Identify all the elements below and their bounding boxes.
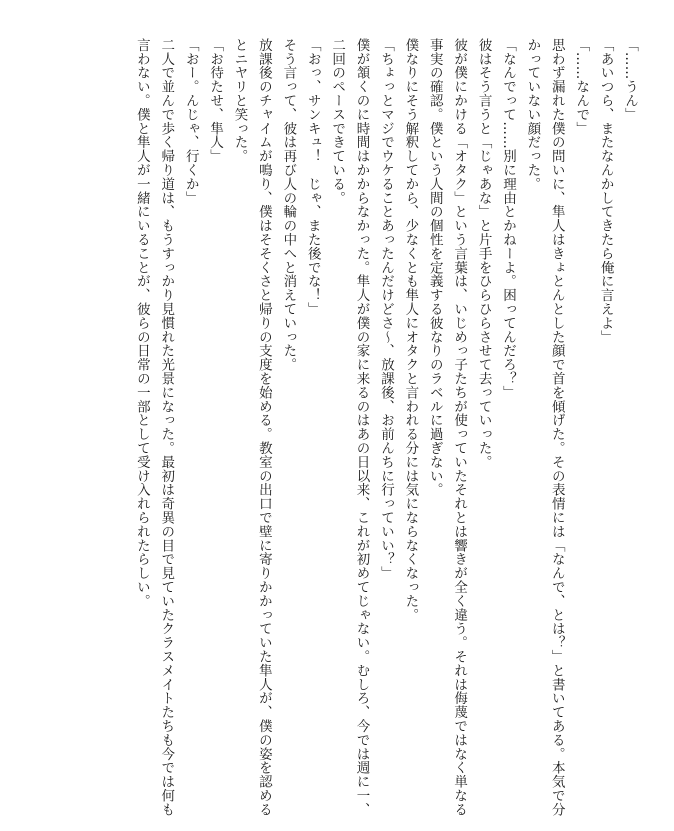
paragraph: そう言って、彼は再び人の輪の中へと消えていった。 — [280, 38, 297, 372]
paragraph: 僕が頷くのに時間はかからなかった。隼人が僕の家に来るのはあの日以来、これが初めてじゃない。むしろ、今では週に一、二回のペースできている。 — [329, 38, 370, 817]
paragraph: 「あいつら、またなんかしてきたら俺に言えよ」 — [597, 38, 614, 344]
paragraph: 「……うん」 — [622, 38, 638, 122]
vertical-text-body — [129, 38, 642, 828]
paragraph: 「ちょっとマジでウケることあったんだけどさ～、放課後、お前んちに行っていい？」 — [377, 38, 394, 581]
paragraph: 思わず漏れた僕の問いに、隼人はきょとんとした顔で首を傾げた。その表情には「なんで、とは？」と書いてある。本気で分かっていない顔だった。 — [524, 38, 565, 817]
paragraph: 「……なんで」 — [573, 38, 590, 136]
paragraph: 僕なりにそう解釈してから、少なくとも隼人にオタクと言われる分には気にならなくなった。 — [402, 38, 419, 622]
paragraph: 「お待たせ、隼人」 — [207, 38, 224, 164]
paragraph: 二人で並んで歩く帰り道は、もうすっかり見慣れた光景になった。最初は奇異の目で見ていたクラスメイトたちも今では何も言わない。僕と隼人が一緒にいることが、彼らの日常の一部として受け入れられたらしい。 — [133, 38, 175, 817]
paragraph: 彼はそう言うと「じゃあな」と片手をひらひらさせて去っていった。 — [475, 38, 492, 469]
paragraph: 「おっ、サンキュ！ じゃ、また後でな！」 — [304, 38, 321, 316]
paragraph: 放課後のチャイムが鳴り、僕はそそくさと帰りの支度を始める。教室の出口で壁に寄りかかっていた隼人が、僕の姿を認めるとニヤリと笑った。 — [231, 38, 272, 817]
paragraph: 「なんでって……別に理由とかねーよ。困ってんだろ？」 — [499, 38, 516, 400]
paragraph: 彼が僕にかける「オタク」という言葉は、いじめっ子たちが使っていたそれとは響きが全く違う。それは侮蔑ではなく単なる事実の確認。僕という人間の個性を定義する彼なりのラベルに過ぎない。 — [426, 38, 468, 817]
paragraph: 「おー。んじゃ、行くか」 — [182, 38, 199, 205]
